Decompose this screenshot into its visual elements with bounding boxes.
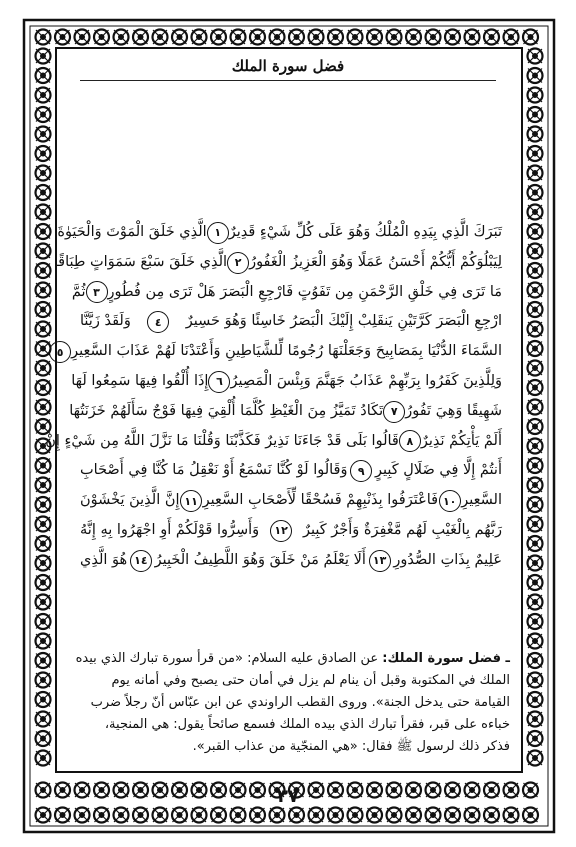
commentary-block bbox=[70, 648, 510, 758]
border-ornament bbox=[528, 458, 543, 473]
quran-line bbox=[80, 516, 502, 546]
quran-text: وَلَقَدْ زَيَّنَّا bbox=[80, 313, 131, 330]
border-ornament bbox=[36, 302, 51, 317]
border-ornament bbox=[528, 224, 543, 239]
border-ornament bbox=[36, 712, 51, 727]
border-ornament bbox=[172, 808, 187, 823]
quran-line bbox=[80, 307, 502, 337]
ayah-number-marker: ١٢ bbox=[270, 520, 292, 542]
border-ornament bbox=[36, 205, 51, 220]
border-ornament bbox=[528, 478, 543, 493]
commentary-line-3: القيامة حتى يدخل الجنة». وروى القطب الراوندي عن ابن عبّاس أنّ رجلاً ضرب bbox=[90, 695, 510, 710]
border-ornament bbox=[114, 30, 129, 45]
border-ornament bbox=[504, 30, 519, 45]
border-ornament bbox=[55, 808, 70, 823]
border-ornament bbox=[192, 808, 207, 823]
border-ornament bbox=[133, 808, 148, 823]
border-ornament bbox=[528, 419, 543, 434]
border-ornament bbox=[36, 731, 51, 746]
quran-text: تَبَرَكَ الَّذِي بِيَدِهِ الْمُلْكُ وَهُوَ عَلَى كُلِّ شَيْءٍ قَدِيرٌ bbox=[228, 224, 502, 240]
border-ornament bbox=[36, 107, 51, 122]
quran-line bbox=[80, 456, 502, 486]
border-ornament bbox=[445, 30, 460, 45]
border-ornament bbox=[406, 30, 421, 45]
ayah-number-marker: ٥ bbox=[49, 341, 71, 363]
border-ornament bbox=[528, 88, 543, 103]
quran-line bbox=[80, 546, 502, 576]
commentary-text-1: عن الصادق عليه السلام: «من قرأ سورة تبارك الذي بيده bbox=[75, 651, 379, 666]
quran-text: تَكَادُ تَمَيَّزُ مِنَ الْغَيْظِ كُلَّمَا أُلْقِيَ فِيهَا فَوْجٌ سَأَلَهُمْ خَزَنَتُهَا bbox=[69, 402, 384, 419]
border-ornament bbox=[348, 783, 363, 798]
border-ornament bbox=[75, 808, 90, 823]
commentary-line-5: فذكر ذلك لرسول ﷺ فقال: «هي المنجّية من عذاب القبر». bbox=[192, 739, 510, 754]
running-header: فضل سورة الملك bbox=[231, 57, 345, 75]
border-ornament bbox=[528, 205, 543, 220]
border-ornament bbox=[367, 808, 382, 823]
quran-text: أَلَا يَعْلَمُ مَنْ خَلَقَ وَهُوَ اللَّطِيفُ الْخَبِيرُ bbox=[154, 551, 366, 568]
border-ornament bbox=[445, 783, 460, 798]
border-ornament bbox=[367, 783, 382, 798]
border-ornament bbox=[36, 556, 51, 571]
quran-text: السَّمَاءَ الدُّنْيَا بِمَصَابِيحَ وَجَعَلْنَهَا رُجُومًا لِّلشَّيَاطِينِ وَأَعْتَدْنَا لَهُمْ عَذَابَ السَّعِيرِ bbox=[71, 343, 502, 360]
quran-text: شَهِيقًا وَهِيَ تَفُورُ bbox=[405, 402, 502, 419]
border-ornament bbox=[36, 263, 51, 278]
border-ornament bbox=[55, 30, 70, 45]
border-ornament bbox=[528, 49, 543, 64]
header-divider bbox=[80, 80, 496, 81]
border-ornament bbox=[36, 380, 51, 395]
border-ornament bbox=[192, 30, 207, 45]
border-ornament bbox=[523, 808, 538, 823]
quran-text: وَأَسِرُّوا قَوْلَكُمْ أَوِ اجْهَرُوا بِهِ إِنَّهُ bbox=[80, 521, 260, 538]
border-ornament bbox=[211, 30, 226, 45]
border-ornament bbox=[172, 783, 187, 798]
border-ornament bbox=[348, 808, 363, 823]
border-ornament bbox=[36, 783, 51, 798]
quran-text: السَّعِيرِ bbox=[461, 492, 502, 509]
border-ornament bbox=[348, 30, 363, 45]
ayah-number-marker: ٤ bbox=[147, 311, 169, 333]
border-ornament bbox=[528, 400, 543, 415]
border-ornament bbox=[36, 808, 51, 823]
quran-line bbox=[71, 367, 502, 397]
ayah-number-marker: ٧ bbox=[383, 401, 405, 423]
border-ornament bbox=[153, 30, 168, 45]
border-ornament bbox=[426, 808, 441, 823]
border-ornament bbox=[289, 30, 304, 45]
quran-text: ثُمَّ bbox=[71, 283, 86, 300]
border-ornament bbox=[231, 30, 246, 45]
border-ornament bbox=[528, 146, 543, 161]
ayah-number-marker: ٦ bbox=[208, 371, 230, 393]
border-ornament bbox=[36, 517, 51, 532]
border-ornament bbox=[36, 751, 51, 766]
border-ornament bbox=[250, 30, 265, 45]
border-ornament bbox=[528, 127, 543, 142]
border-ornament bbox=[528, 712, 543, 727]
ayah-number-marker: ٣ bbox=[86, 281, 108, 303]
quran-text: قَالُوا بَلَى قَدْ جَاءَنَا نَذِيرٌ فَكَذَّبْنَا وَقُلْنَا مَا نَزَّلَ اللَّهُ مِن شَيْءٍ إِنْ bbox=[45, 432, 399, 449]
border-ornament bbox=[465, 808, 480, 823]
border-ornament bbox=[528, 653, 543, 668]
border-ornament bbox=[192, 783, 207, 798]
border-ornament bbox=[528, 166, 543, 181]
border-ornament bbox=[36, 185, 51, 200]
quran-line bbox=[80, 486, 502, 516]
border-ornament bbox=[484, 808, 499, 823]
border-ornament bbox=[114, 783, 129, 798]
border-ornament bbox=[387, 808, 402, 823]
border-ornament bbox=[270, 30, 285, 45]
border-ornament bbox=[36, 88, 51, 103]
quran-line bbox=[71, 278, 502, 308]
quran-text: إِذَا أُلْقُوا فِيهَا سَمِعُوا لَهَا bbox=[71, 372, 209, 389]
border-ornament bbox=[36, 166, 51, 181]
border-ornament bbox=[504, 808, 519, 823]
border-ornament bbox=[426, 30, 441, 45]
border-ornament bbox=[528, 322, 543, 337]
border-ornament bbox=[211, 783, 226, 798]
border-ornament bbox=[528, 614, 543, 629]
border-ornament bbox=[528, 283, 543, 298]
border-ornament bbox=[36, 634, 51, 649]
border-ornament bbox=[36, 595, 51, 610]
border-ornament bbox=[36, 68, 51, 83]
quran-text: رَبَّهُم بِالْغَيْبِ لَهُم مَّغْفِرَةٌ وَأَجْرٌ كَبِيرٌ bbox=[303, 521, 502, 538]
border-ornament bbox=[484, 30, 499, 45]
border-ornament bbox=[36, 653, 51, 668]
border-ornament bbox=[528, 302, 543, 317]
border-ornament bbox=[528, 673, 543, 688]
quran-text: عَلِيمٌ بِذَاتِ الصُّدُورِ bbox=[393, 551, 502, 568]
border-ornament bbox=[75, 30, 90, 45]
border-ornament bbox=[172, 30, 187, 45]
border-ornament bbox=[94, 783, 109, 798]
border-ornament bbox=[36, 322, 51, 337]
border-ornament bbox=[328, 30, 343, 45]
border-ornament bbox=[406, 783, 421, 798]
quran-text: لِيَبْلُوَكُمْ أَيُّكُمْ أَحْسَنُ عَمَلًا وَهُوَ الْعَزِيزُ الْغَفُورُ bbox=[249, 253, 502, 270]
border-ornament bbox=[528, 692, 543, 707]
ayah-number-marker: ٨ bbox=[399, 430, 421, 452]
border-ornament bbox=[528, 634, 543, 649]
ayah-number-marker: ١ bbox=[207, 222, 229, 244]
border-ornament bbox=[367, 30, 382, 45]
border-ornament bbox=[36, 497, 51, 512]
border-ornament bbox=[36, 400, 51, 415]
quran-text: إِنَّ الَّذِينَ يَخْشَوْنَ bbox=[80, 492, 180, 509]
border-ornament bbox=[328, 783, 343, 798]
border-ornament bbox=[426, 783, 441, 798]
border-ornament bbox=[528, 107, 543, 122]
ayah-number-marker: ١٤ bbox=[130, 550, 152, 572]
border-ornament bbox=[36, 146, 51, 161]
border-ornament bbox=[465, 30, 480, 45]
quran-line bbox=[53, 248, 502, 278]
border-ornament bbox=[36, 458, 51, 473]
border-ornament bbox=[36, 127, 51, 142]
quran-text: مَا تَرَى فِي خَلْقِ الرَّحْمَنِ مِن تَفَوُتٍ فَارْجِعِ الْبَصَرَ هَلْ تَرَى مِن فُطُورٍ bbox=[107, 283, 502, 300]
border-ornament bbox=[36, 361, 51, 376]
border-ornament bbox=[75, 783, 90, 798]
border-ornament bbox=[36, 673, 51, 688]
border-ornament bbox=[528, 185, 543, 200]
quran-text: أَلَمْ يَأْتِكُمْ نَذِيرٌ bbox=[420, 432, 502, 449]
border-ornament bbox=[55, 783, 70, 798]
border-ornament bbox=[528, 575, 543, 590]
border-ornament bbox=[445, 808, 460, 823]
border-ornament bbox=[528, 497, 543, 512]
border-ornament bbox=[523, 783, 538, 798]
border-ornament bbox=[528, 731, 543, 746]
border-ornament bbox=[528, 380, 543, 395]
ayah-number-marker: ٢ bbox=[227, 252, 249, 274]
border-ornament bbox=[528, 517, 543, 532]
border-ornament bbox=[94, 30, 109, 45]
quran-text: الَّذِي خَلَقَ سَبْعَ سَمَوَاتٍ طِبَاقًا bbox=[53, 253, 228, 270]
border-ornament bbox=[406, 808, 421, 823]
quran-text: ارْجِعِ الْبَصَرَ كَرَّتَيْنِ يَنقَلِبْ إِلَيْكَ الْبَصَرُ خَاسِئًا وَهُوَ حَسِيرٌ bbox=[185, 313, 502, 330]
border-ornament bbox=[36, 575, 51, 590]
commentary-lead: ـ فضل سورة الملك: bbox=[382, 651, 510, 666]
border-ornament bbox=[153, 808, 168, 823]
border-ornament bbox=[36, 224, 51, 239]
border-ornament bbox=[528, 68, 543, 83]
border-ornament bbox=[504, 783, 519, 798]
quran-text: وَقَالُوا لَوْ كُنَّا نَسْمَعُ أَوْ نَعْقِلُ مَا كُنَّا فِي أَصْحَابِ bbox=[80, 462, 348, 479]
border-ornament bbox=[36, 244, 51, 259]
border-ornament bbox=[36, 30, 51, 45]
border-ornament bbox=[36, 614, 51, 629]
page-number: ٣٧ bbox=[277, 786, 299, 807]
commentary-line-1 bbox=[70, 648, 510, 670]
border-ornament bbox=[36, 283, 51, 298]
border-ornament bbox=[328, 808, 343, 823]
border-ornament bbox=[231, 783, 246, 798]
border-ornament bbox=[153, 783, 168, 798]
quran-text: وَلِلَّذِينَ كَفَرُوا بِرَبِّهِمْ عَذَابُ جَهَنَّمَ وَبِئْسَ الْمَصِيرُ bbox=[230, 372, 502, 389]
border-ornament bbox=[528, 751, 543, 766]
quran-text-block bbox=[45, 218, 502, 576]
border-ornament bbox=[528, 556, 543, 571]
border-ornament bbox=[114, 808, 129, 823]
border-ornament bbox=[36, 478, 51, 493]
border-ornament bbox=[36, 536, 51, 551]
quran-line bbox=[69, 397, 502, 427]
border-ornament bbox=[528, 439, 543, 454]
ayah-number-marker: ٩ bbox=[350, 460, 372, 482]
quran-text: فَاعْتَرَفُوا بِذَنْبِهِمْ فَسُحْقًا لِّأَصْحَابِ السَّعِيرِ bbox=[202, 492, 439, 509]
quran-text: الَّذِي خَلَقَ الْمَوْتَ وَالْحَيَوٰةَ bbox=[57, 224, 207, 240]
border-ornament bbox=[528, 361, 543, 376]
border-ornament bbox=[133, 30, 148, 45]
border-ornament bbox=[528, 341, 543, 356]
border-ornament bbox=[484, 783, 499, 798]
ayah-number-marker: ١٠ bbox=[439, 490, 461, 512]
quran-line bbox=[57, 218, 502, 248]
border-ornament bbox=[523, 30, 538, 45]
border-ornament bbox=[36, 49, 51, 64]
quran-text: هُوَ الَّذِي bbox=[80, 551, 128, 568]
border-ornament bbox=[528, 595, 543, 610]
border-ornament bbox=[309, 30, 324, 45]
border-ornament bbox=[211, 808, 226, 823]
ayah-number-marker: ١٣ bbox=[369, 550, 391, 572]
border-ornament bbox=[133, 783, 148, 798]
quran-line bbox=[56, 337, 502, 367]
border-ornament bbox=[36, 692, 51, 707]
border-ornament bbox=[387, 30, 402, 45]
border-ornament bbox=[528, 263, 543, 278]
border-ornament bbox=[94, 808, 109, 823]
commentary-line-4: خباءه على قبر، فقرأ تبارك الذي بيده الملك فسمع صائحاً يقول: هي المنجية، bbox=[104, 717, 510, 732]
quran-line bbox=[45, 427, 502, 457]
border-ornament bbox=[528, 244, 543, 259]
border-ornament bbox=[465, 783, 480, 798]
commentary-line-2: الملك في المكتوبة وقبل أن ينام لم يزل في أمان حتى يصبح وفي أمانه يوم bbox=[111, 673, 510, 688]
border-ornament bbox=[528, 536, 543, 551]
quran-text: أَنتُمْ إِلَّا فِي ضَلَالٍ كَبِيرٍ bbox=[375, 462, 502, 479]
border-ornament bbox=[231, 808, 246, 823]
border-ornament bbox=[387, 783, 402, 798]
ayah-number-marker: ١١ bbox=[180, 490, 202, 512]
